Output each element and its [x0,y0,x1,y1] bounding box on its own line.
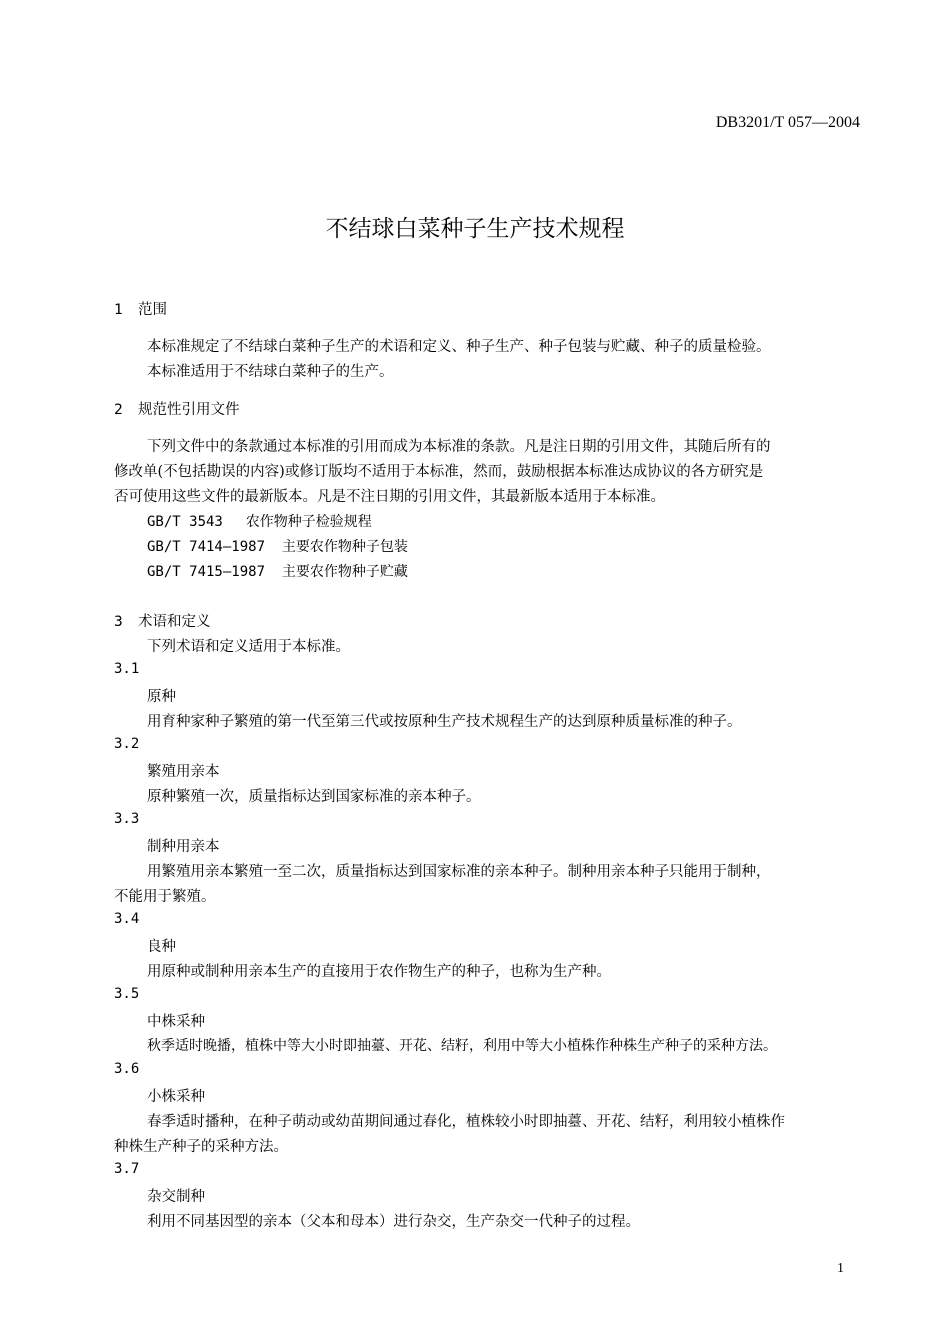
reference-item [147,536,408,556]
term-definition-continued: 不能用于繁殖。 [114,889,216,905]
section-number: 3 [114,614,123,630]
clause-number: 3.4 [114,911,140,927]
term-definition: 用繁殖用亲本繁殖一至二次，质量指标达到国家标准的亲本种子。制种用亲本种子只能用于制种， [147,864,771,880]
term-name: 繁殖用亲本 [147,764,220,780]
section-1-heading [114,298,167,319]
term-definition: 春季适时播种，在种子萌动或幼苗期间通过春化，植株较小时即抽薹、开花、结籽，利用较小植株作 [147,1114,785,1130]
term-definition: 利用不同基因型的亲本（父本和母本）进行杂交，生产杂交一代种子的过程。 [147,1214,640,1230]
section-2-heading [114,398,240,419]
reference-item [147,561,408,581]
section-2-paragraph-line: 下列文件中的条款通过本标准的引用而成为本标准的条款。凡是注日期的引用文件，其随后所有的 [147,439,771,455]
term-definition-continued: 种株生产种子的采种方法。 [114,1139,288,1155]
reference-title: 主要农作物种子包装 [281,539,408,555]
section-2-paragraph-line: 否可使用这些文件的最新版本。凡是不注日期的引用文件，其最新版本适用于本标准。 [114,489,665,505]
term-definition: 原种繁殖一次，质量指标达到国家标准的亲本种子。 [147,789,481,805]
term-name: 杂交制种 [147,1189,205,1205]
section-title: 规范性引用文件 [138,402,240,418]
section-2-paragraph-line: 修改单(不包括勘误的内容)或修订版均不适用于本标准，然而，鼓励根据本标准达成协议的各方研究是 [114,464,764,480]
term-definition: 秋季适时晚播，植株中等大小时即抽薹、开花、结籽，利用中等大小植株作种株生产种子的采种方法。 [147,1038,777,1054]
term-definition: 用育种家种子繁殖的第一代至第三代或按原种生产技术规程生产的达到原种质量标准的种子。 [147,714,742,730]
section-3-heading [114,610,211,631]
section-3-intro: 下列术语和定义适用于本标准。 [147,639,350,655]
term-name: 制种用亲本 [147,839,220,855]
clause-number: 3.1 [114,661,140,677]
clause-number: 3.6 [114,1061,140,1077]
term-definition: 用原种或制种用亲本生产的直接用于农作物生产的种子，也称为生产种。 [147,964,611,980]
reference-title: 主要农作物种子贮藏 [281,564,408,580]
section-number: 2 [114,402,123,418]
term-name: 小株采种 [147,1089,205,1105]
section-title: 范围 [138,302,167,318]
reference-title: 农作物种子检验规程 [245,514,372,530]
section-number: 1 [114,302,123,318]
term-name: 中株采种 [147,1014,205,1030]
section-title: 术语和定义 [138,614,211,630]
term-name: 良种 [147,939,176,955]
reference-item [147,511,372,531]
term-name: 原种 [147,689,176,705]
reference-code: GB/T 7415—1987 [147,564,266,580]
section-1-paragraph-1: 本标准规定了不结球白菜种子生产的术语和定义、种子生产、种子包装与贮藏、种子的质量检验。 [147,339,771,355]
clause-number: 3.3 [114,811,140,827]
section-1-paragraph-2: 本标准适用于不结球白菜种子的生产。 [147,364,394,380]
standard-code: DB3201/T 057—2004 [715,114,860,131]
reference-code: GB/T 7414—1987 [147,539,266,555]
clause-number: 3.5 [114,986,140,1002]
clause-number: 3.2 [114,736,140,752]
document-title: 不结球白菜种子生产技术规程 [325,216,625,242]
clause-number: 3.7 [114,1161,140,1177]
page-number: 1 [837,1261,844,1276]
reference-code: GB/T 3543 [147,514,223,530]
